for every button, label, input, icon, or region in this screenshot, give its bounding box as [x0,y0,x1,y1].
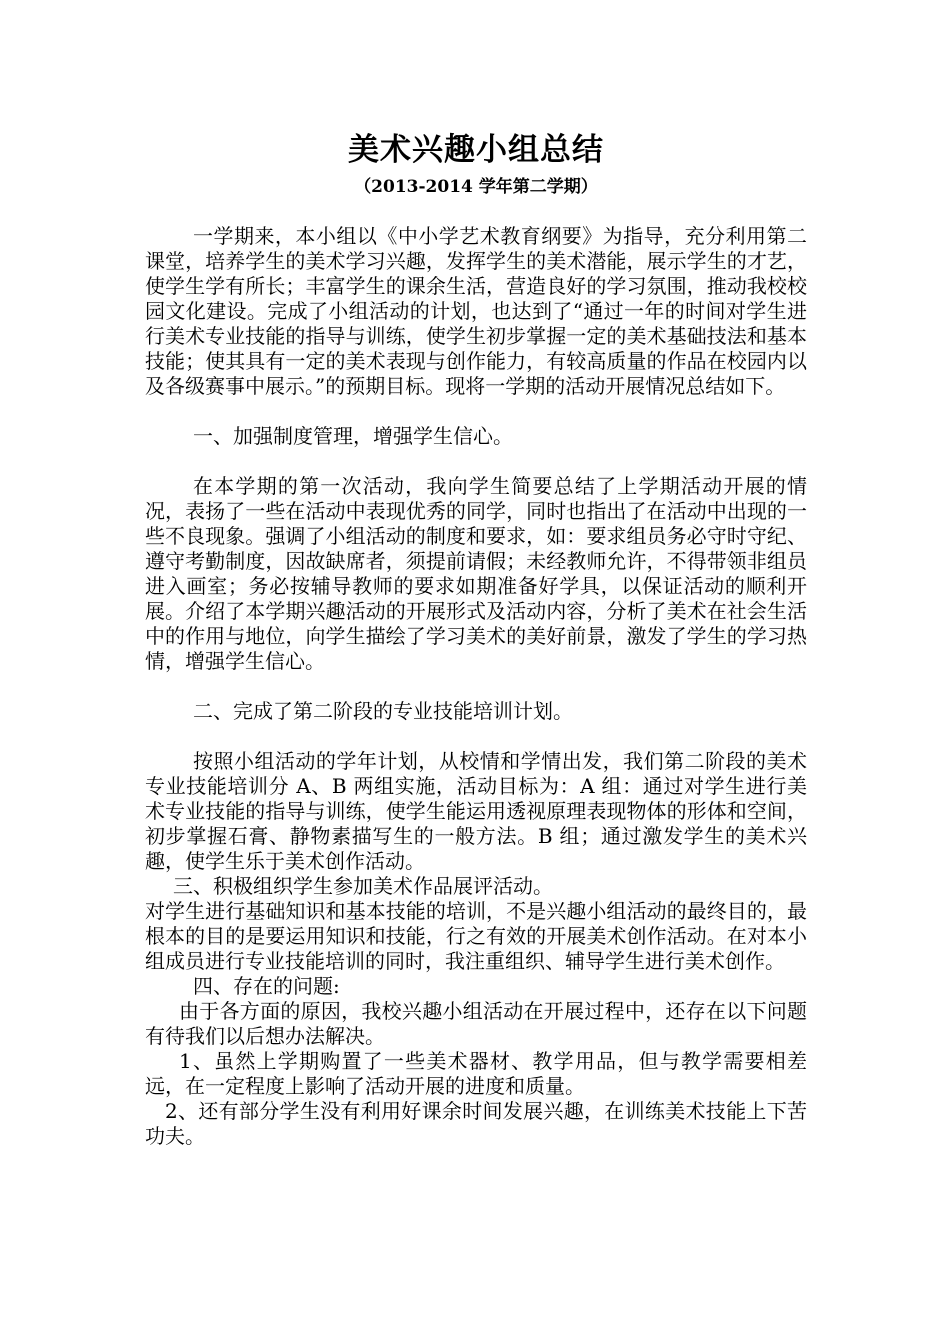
problem-item-2: 2、还有部分学生没有利用好课余时间发展兴趣，在训练美术技能上下苦功夫。 [145,1099,807,1148]
problem-item-1: 1、虽然上学期购置了一些美术器材、教学用品，但与教学需要相差远，在一定程度上影响了活动开展的进度和质量。 [145,1049,807,1098]
paragraph-section-3: 对学生进行基础知识和基本技能的培训，不是兴趣小组活动的最终目的，最根本的目的是要运用知识和技能，行之有效的开展美术创作活动。在对本小组成员进行专业技能培训的同时，我注重组织、辅导学生进行美术创作。 [145,899,807,973]
section-heading-3: 三、积极组织学生参加美术作品展评活动。 [173,874,553,898]
section-heading-1: 一、加强制度管理，增强学生信心。 [193,424,513,448]
document-page [145,128,807,1149]
document-body [145,224,807,1149]
paragraph-section-4: 由于各方面的原因，我校兴趣小组活动在开展过程中，还存在以下问题有待我们以后想办法解决。 [145,999,807,1048]
section-heading-2: 二、完成了第二阶段的专业技能培训计划。 [193,699,573,723]
paragraph-gap [145,399,807,424]
paragraph-gap [145,724,807,749]
paragraph-gap [145,449,807,474]
paragraph-section-2: 按照小组活动的学年计划，从校情和学情出发，我们第二阶段的美术专业技能培训分 A、B 两组实施，活动目标为：A 组：通过对学生进行美术专业技能的指导与训练，使学生能运用透视原理表现物体的形体和空间，初步掌握石膏、静物素描写生的一般方法。B 组；通过激发学生的美术兴趣，使学生乐于美术创作活动。 [145,749,807,873]
paragraph-gap [145,674,807,699]
paragraph-section-1: 在本学期的第一次活动，我向学生简要总结了上学期活动开展的情况，表扬了一些在活动中表现优秀的同学，同时也指出了在活动中出现的一些不良现象。强调了小组活动的制度和要求，如：要求组员务必守时守纪、遵守考勤制度，因故缺席者，须提前请假；未经教师允许，不得带领非组员进入画室；务必按辅导教师的要求如期准备好学具，以保证活动的顺利开展。介绍了本学期兴趣活动的开展形式及活动内容，分析了美术在社会生活中的作用与地位，向学生描绘了学习美术的美好前景，激发了学生的学习热情，增强学生信心。 [145,474,807,673]
section-heading-4: 四、存在的问题: [193,974,340,998]
paragraph-intro: 一学期来，本小组以《中小学艺术教育纲要》为指导，充分利用第二课堂，培养学生的美术学习兴趣，发挥学生的美术潜能，展示学生的才艺，使学生学有所长；丰富学生的课余生活，营造良好的学习氛围，推动我校校园文化建设。完成了小组活动的计划，也达到了“通过一年的时间对学生进行美术专业技能的指导与训练，使学生初步掌握一定的美术基础技法和基本技能；使其具有一定的美术表现与创作能力，有较高质量的作品在校园内以及各级赛事中展示。”的预期目标。现将一学期的活动开展情况总结如下。 [145,224,807,398]
document-subtitle: （2013-2014 学年第二学期） [354,177,598,197]
document-title: 美术兴趣小组总结 [348,132,604,168]
